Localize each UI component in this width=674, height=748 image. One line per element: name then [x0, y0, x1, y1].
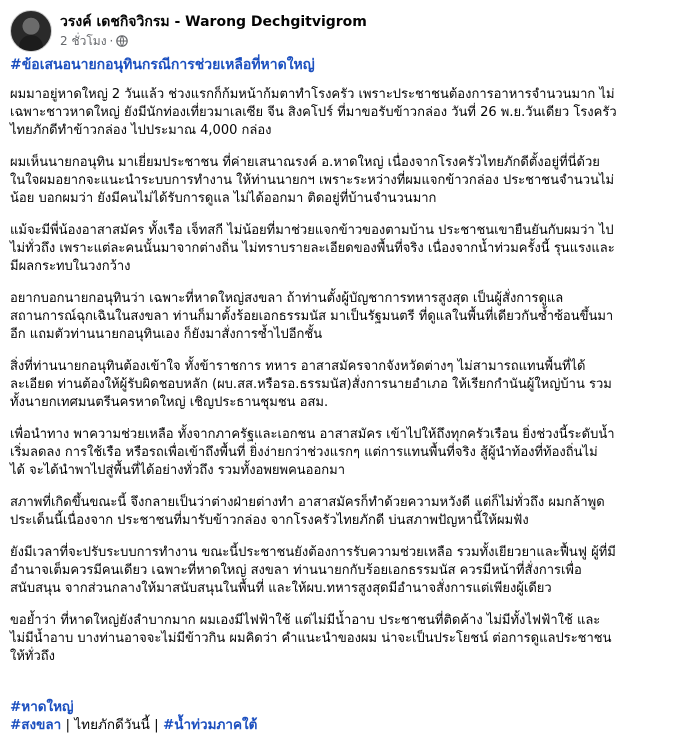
- tag-separator-2: |: [149, 717, 163, 733]
- title-hashtag[interactable]: #ข้อเสนอนายกอนุทินกรณีการช่วยเหลือที่หาดใหญ่: [10, 57, 315, 73]
- post-content: [10, 56, 662, 748]
- hashtag-songkhla[interactable]: #สงขลา: [10, 717, 62, 733]
- tag-separator-1: |: [61, 717, 75, 733]
- paragraph-2: ผมเห็นนายกอนุทิน มาเยี่ยมประชาชน ที่ค่ายเสนาณรงค์ อ.หาดใหญ่ เนื่องจากโรงครัวไทยภักดีตั้งอยู่ที่นี่ด้วย ในใจผมอยากจะแนะนำระบบการทำงาน ให้ท่านนายกฯ เพราะระหว่างที่ผมแจกข้าวกล่อง ประชาชนจำนวนไม่ น้อย บอกผมว่า ยังมีคนไม่ได้รับการดูแล ไม่ได้ออกมา ติดอยู่ที่บ้านจำนวนมาก: [10, 155, 615, 206]
- avatar[interactable]: [10, 10, 52, 52]
- meta-separator: ·: [109, 34, 114, 48]
- post-meta: [60, 32, 128, 51]
- paragraph-3: แม้จะมีพี่น้องอาสาสมัคร ทั้งเรือ เจ็ทสกี ไม่น้อยที่มาช่วยแจกข้าวของตามบ้าน ประชาชนเขายืนยันกับผมว่า ไป ไม่ทั่วถึง เพราะแต่ละคนนั้นมาจากต่างถิ่น ไม่ทราบรายละเอียดของพื้นที่จริง เนื่องจากน้ำท่วมครั้งนี้ รุนแรงและ มีผลกระทบในวงกว้าง: [10, 223, 615, 274]
- post-header: [10, 8, 664, 54]
- hashtag-line: [10, 680, 662, 734]
- paragraph-1: ผมมาอยู่หาดใหญ่ 2 วันแล้ว ช่วงแรกก็ก้มหน้าก้มตาทำโรงครัว เพราะประชาชนต้องการอาหารจำนวนมาก ไม่ เฉพาะชาวหาดใหญ่ ยังมีนักท่องเที่ยวมาเลเซีย จีน สิงคโปร์ ที่มาขอรับข้าวกล่อง วันที่ 26 พ.ย.วันเดียว โรงครัว ไทยภักดีทำข้าวกล่อง ไปประมาณ 4,000 กล่อง: [10, 87, 617, 138]
- post-time[interactable]: 2 ชั่วโมง: [60, 34, 107, 48]
- paragraph-8: ยังมีเวลาที่จะปรับระบบการทำงาน ขณะนี้ประชาชนยังต้องการรับความช่วยเหลือ รวมทั้งเยียวยาและฟื้นฟู ผู้ที่มี อำนาจเต็มควรมีคนเดียว เฉพาะที่หาดใหญ่ สงขลา ท่านนายกกับร้อยเอกธรรมนัส ควรมีหน้าที่สั่งการเพื่อ สนับสนุน จากส่วนกลางให้มาสนับสนุนในพื้นที่ และให้ผบ.ทหารสูงสุดมีอำนาจสั่งการแต่เพียงผู้เดียว: [10, 545, 616, 596]
- paragraph-5: สิ่งที่ท่านนายกอนุทินต้องเข้าใจ ทั้งข้าราชการ ทหาร อาสาสมัครจากจังหวัดต่างๆ ไม่สามารถแทนพื้นที่ได้ ละเอียด ท่านต้องให้ผู้รับผิดชอบหลัก (ผบ.สส.หรือรอ.ธรรมนัส)สั่งการนายอำเภอ ให้เรียกกำนันผู้ใหญ่บ้าน รวม ทั้งนายกเทศมนตรีนครหาดใหญ่ เชิญประธานชุมชน อสม.: [10, 359, 612, 410]
- paragraph-6: เพื่อนำทาง พาความช่วยเหลือ ทั้งจากภาครัฐและเอกชน อาสาสมัคร เข้าไปให้ถึงทุกครัวเรือน ยิ่งช่วงนี้ระดับน้ำ เริ่มลดลง การใช้เรือ หรือรถเพื่อเข้าถึงพื้นที่ ยิ่งง่ายกว่าช่วงแรกๆ แต่การแทนพื้นที่จริง สู้ผู้นำท้องที่ท้องถิ่นไม่ ได้ จะได้นำพาไปสู่พื้นที่ได้อย่างทั่วถึง รวมทั้งอพยพคนออกมา: [10, 427, 615, 478]
- plain-tag-text: ไทยภักดีวันนี้: [74, 717, 150, 733]
- paragraph-9: ขอย้ำว่า ที่หาดใหญ่ยังลำบากมาก ผมเองมีไฟฟ้าใช้ แต่ไม่มีน้ำอาบ ประชาชนที่ติดค้าง ไม่มีทั้งไฟฟ้าใช้ และ ไม่มีน้ำอาบ บางท่านอาจจะไม่มีข้าวกิน ผมคิดว่า คำแนะนำของผม น่าจะเป็นประโยชน์ ต่อการดูแลประชาชน ให้ทั่วถึง: [10, 613, 612, 664]
- paragraph-4: อยากบอกนายกอนุทินว่า เฉพาะที่หาดใหญ่สงขลา ถ้าท่านตั้งผู้บัญชาการทหารสูงสุด เป็นผู้สั่งการดูแล สถานการณ์ฉุกเฉินในสงขลา ท่านก็มาตั้งร้อยเอกธรรมนัส มาเป็นรัฐมนตรี ที่ดูแลในพื้นที่เดียวกันซ้ำซ้อนขึ้นมา อีก แถมตัวท่านนายกอนุทินเอง ก็ยังมาสั่งการซ้ำไปอีกชั้น: [10, 291, 614, 342]
- globe-icon: [116, 35, 128, 50]
- hashtag-southern-flood[interactable]: #น้ำท่วมภาคใต้: [163, 717, 258, 733]
- hashtag-hatyai[interactable]: #หาดใหญ่: [10, 699, 74, 715]
- paragraph-7: สภาพที่เกิดขึ้นขณะนี้ จึงกลายเป็นว่าต่างฝ่ายต่างทำ อาสาสมัครก็ทำด้วยความหวังดี แต่ก็ไม่ทั่วถึง ผมกล้าพูด ประเด็นนี้เนื่องจาก ประชาชนที่มารับข้าวกล่อง จากโรงครัวไทยภักดี บ่นสภาพปัญหานี้ให้ผมฟัง: [10, 495, 605, 528]
- author-name[interactable]: วรงค์ เดชกิจวิกรม - Warong Dechgitvigrom: [60, 14, 367, 30]
